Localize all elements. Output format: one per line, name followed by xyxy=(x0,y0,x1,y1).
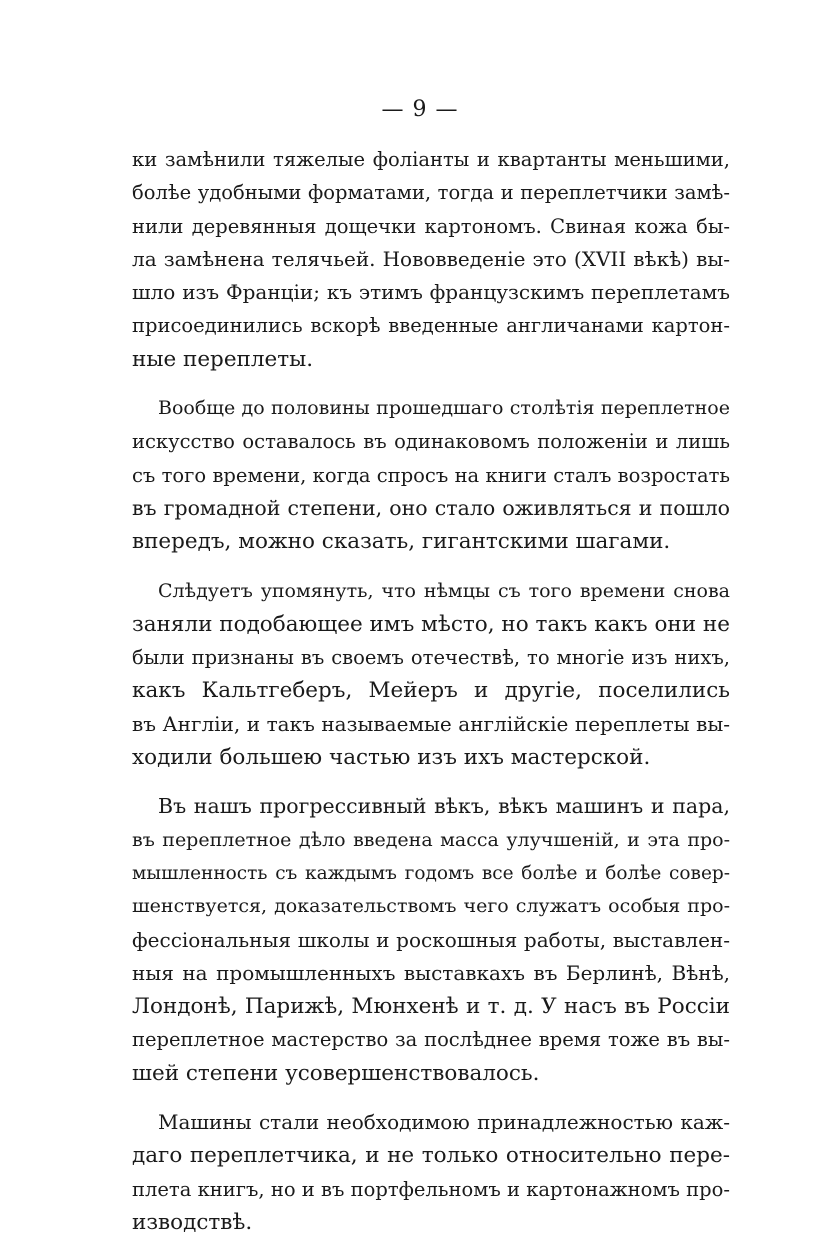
text-line: Въ нашъ прогрессивный вѣкъ, вѣкъ машинъ и пара, xyxy=(158,794,730,819)
text-line: впередъ, можно сказать, гигантскими шагами. xyxy=(132,529,671,555)
text-line: въ Англіи, и такъ называемые англійскіе переплеты вы- xyxy=(132,711,730,736)
page-number: — 9 — xyxy=(381,97,459,122)
text-line: плета книгъ, но и въ портфельномъ и картонажномъ про- xyxy=(132,1177,730,1201)
text-line: шенствуется, доказательствомъ чего служатъ особыя про- xyxy=(132,895,730,918)
text-line: Машины стали необходимою принадлежностью каж- xyxy=(158,1110,730,1135)
text-line: переплетное мастерство за послѣднее время тоже въ вы- xyxy=(132,1028,730,1052)
text-line: искусство оставалось въ одинаковомъ положеніи и лишь xyxy=(132,430,730,454)
paragraph-3 xyxy=(132,575,730,775)
text-line: были признаны въ своемъ отечествѣ, то многіе изъ нихъ, xyxy=(132,646,730,670)
text-line: изводствѣ. xyxy=(132,1209,253,1235)
body-text xyxy=(132,143,730,1239)
text-line: шей степени усовершенствовалось. xyxy=(132,1060,540,1086)
text-line: въ громадной степени, оно стало оживляться и пошло xyxy=(132,495,730,520)
text-line: въ переплетное дѣло введена масса улучшеній, и эта про- xyxy=(132,828,730,851)
text-line: съ того времени, когда спросъ на книги сталъ возростать xyxy=(132,463,730,487)
text-line: шло изъ Франціи; къ этимъ французскимъ переплетамъ xyxy=(132,280,730,305)
paragraph-5 xyxy=(132,1106,730,1239)
text-line: ныя на промышленныхъ выставкахъ въ Берлинѣ, Вѣнѣ, xyxy=(132,960,730,985)
paragraph-1 xyxy=(132,143,730,376)
text-line: ные переплеты. xyxy=(132,346,314,372)
text-line: нили деревянныя дощечки картономъ. Свиная кожа бы- xyxy=(132,214,730,238)
text-line: даго переплетчика, и не только относительно пере- xyxy=(132,1143,730,1169)
text-line: мышленность съ каждымъ годомъ все болѣе и болѣе совер- xyxy=(132,862,730,884)
text-line: фессіональныя школы и роскошныя работы, выставлен- xyxy=(132,927,730,952)
text-line: Слѣдуетъ упомянуть, что нѣмцы съ того времени снова xyxy=(158,579,730,602)
paragraph-4 xyxy=(132,790,730,1090)
text-line: присоединились вскорѣ введенные англичанами картон- xyxy=(132,314,730,338)
text-line: болѣе удобными форматами, тогда и переплетчики замѣ- xyxy=(132,181,730,205)
text-line: ки замѣнили тяжелые фоліанты и квартанты меньшими, xyxy=(132,148,730,171)
text-line: заняли подобающее имъ мѣсто, но такъ какъ они не xyxy=(132,611,730,637)
paragraph-2 xyxy=(132,392,730,558)
text-line: Вообще до половины прошедшаго столѣтія переплетное xyxy=(158,397,730,420)
text-line: ла замѣнена телячьей. Нововведеніе это (XVII вѣкѣ) вы- xyxy=(132,246,730,271)
text-line: ходили большею частью изъ ихъ мастерской. xyxy=(132,745,651,771)
text-line: Лондонѣ, Парижѣ, Мюнхенѣ и т. д. У насъ въ Россіи xyxy=(132,994,730,1020)
text-line: какъ Кальтгеберъ, Мейеръ и другіе, поселились xyxy=(132,678,730,704)
